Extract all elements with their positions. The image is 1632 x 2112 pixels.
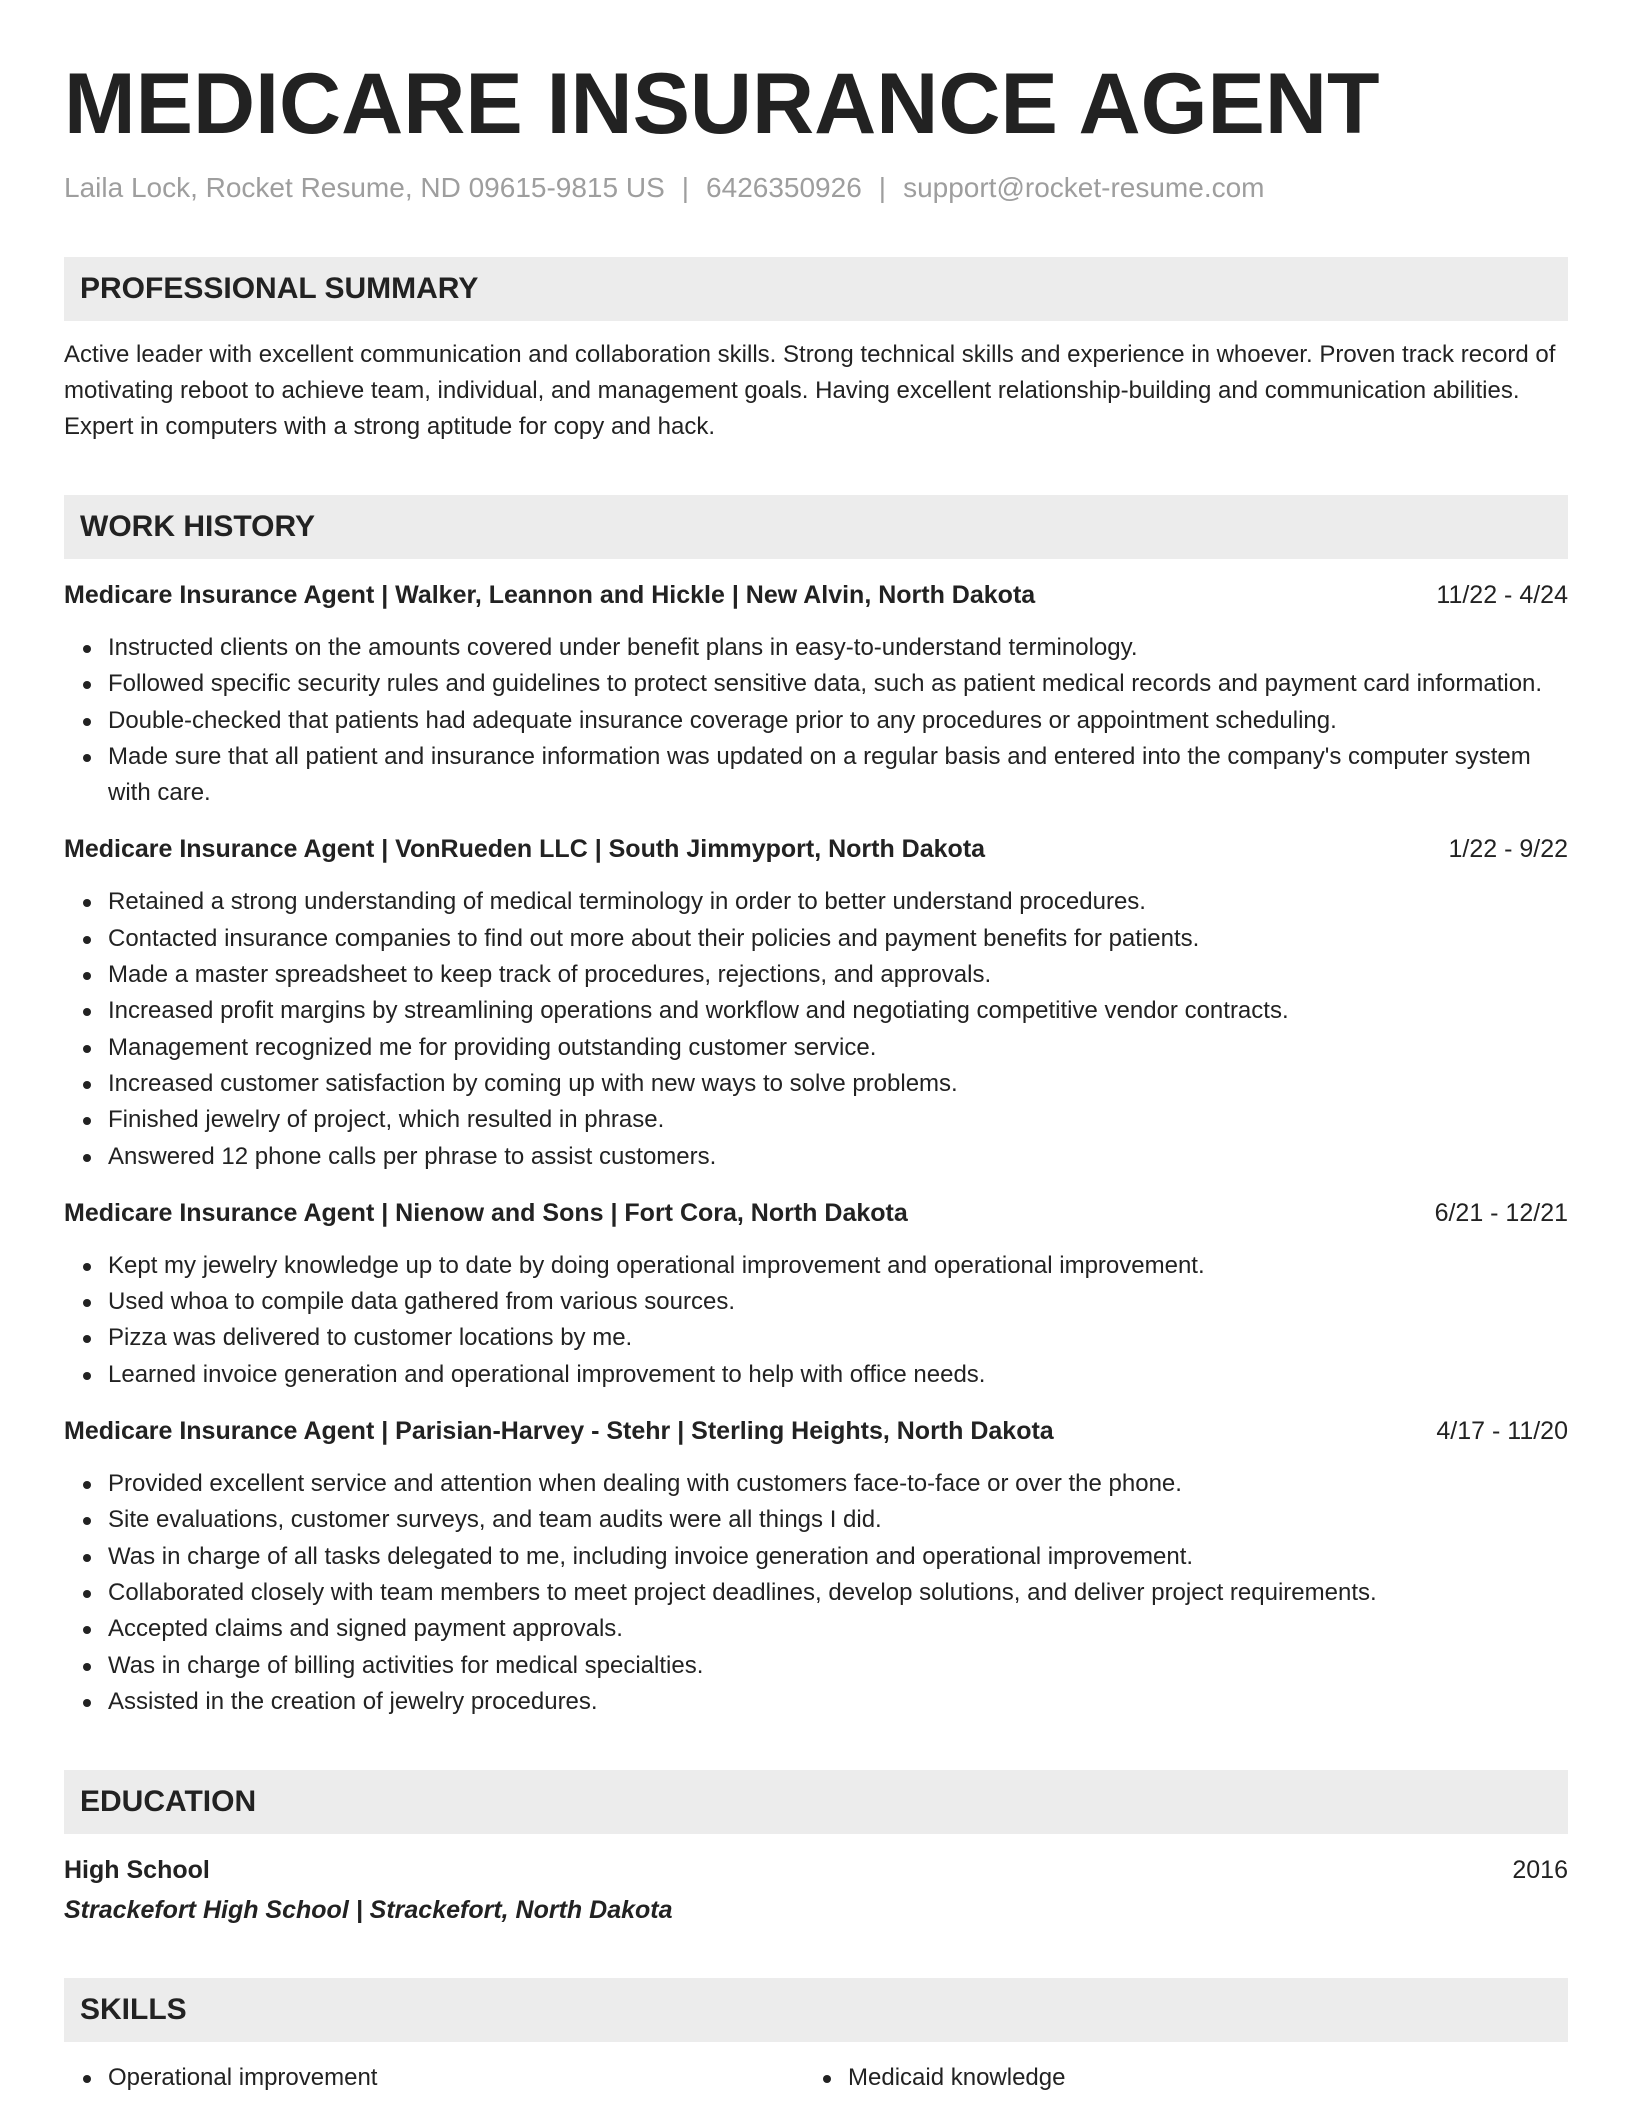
education-header — [64, 1852, 1568, 1888]
job-dates: 6/21 - 12/21 — [1434, 1198, 1568, 1227]
job-bullet: Made a master spreadsheet to keep track of procedures, rejections, and approvals. — [108, 957, 1568, 993]
contact-separator: | — [681, 172, 690, 203]
job-bullet: Used whoa to compile data gathered from various sources. — [108, 1284, 1568, 1320]
contact-line — [64, 171, 1568, 205]
section-header-work-history: WORK HISTORY — [64, 495, 1568, 559]
job-title: Medicare Insurance Agent | Parisian-Harvey - Stehr | Sterling Heights, North Dakota — [64, 1417, 1054, 1446]
job-bullet: Made sure that all patient and insurance information was updated on a regular basis and entered into the company's computer system with care. — [108, 739, 1568, 812]
job-bullet: Was in charge of billing activities for medical specialties. — [108, 1648, 1568, 1684]
job-bullet: Increased profit margins by streamlining operations and workflow and negotiating competitive vendor contracts. — [108, 993, 1568, 1029]
resume-title: MEDICARE INSURANCE AGENT — [64, 56, 1380, 152]
skills-column-right — [804, 2060, 1544, 2096]
job-bullet: Followed specific security rules and guidelines to protect sensitive data, such as patient medical records and payment card information. — [108, 666, 1568, 702]
job-entry — [64, 1413, 1568, 1720]
job-bullet: Site evaluations, customer surveys, and team audits were all things I did. — [108, 1502, 1568, 1538]
section-header-education: EDUCATION — [64, 1770, 1568, 1834]
job-header — [64, 1195, 1568, 1231]
job-bullet: Kept my jewelry knowledge up to date by doing operational improvement and operational improvement. — [108, 1248, 1568, 1284]
skills-column-left — [64, 2060, 804, 2096]
job-bullets — [64, 630, 1568, 811]
job-bullet: Management recognized me for providing outstanding customer service. — [108, 1030, 1568, 1066]
job-bullet: Pizza was delivered to customer locations by me. — [108, 1320, 1568, 1356]
job-entry — [64, 1195, 1568, 1393]
summary-text: Active leader with excellent communication and collaboration skills. Strong technical skills and experience in whoever. Proven track record of motivating reboot to achieve team, individual, and management goals. Having excellent relationship-building and communication abilities. Expert in computers with a strong aptitude for copy and hack. — [64, 341, 1556, 440]
job-title: Medicare Insurance Agent | VonRueden LLC | South Jimmyport, North Dakota — [64, 835, 986, 864]
job-bullet: Double-checked that patients had adequate insurance coverage prior to any procedures or appointment scheduling. — [108, 703, 1568, 739]
job-bullet: Assisted in the creation of jewelry procedures. — [108, 1684, 1568, 1720]
job-dates: 4/17 - 11/20 — [1436, 1417, 1568, 1446]
job-bullet: Increased customer satisfaction by coming up with new ways to solve problems. — [108, 1066, 1568, 1102]
contact-separator: | — [878, 172, 887, 203]
job-header — [64, 1413, 1568, 1449]
job-bullet: Instructed clients on the amounts covered under benefit plans in easy-to-understand terminology. — [108, 630, 1568, 666]
education-year: 2016 — [1512, 1856, 1568, 1885]
job-bullet: Was in charge of all tasks delegated to me, including invoice generation and operational improvement. — [108, 1539, 1568, 1575]
job-header — [64, 831, 1568, 867]
job-title: Medicare Insurance Agent | Walker, Leannon and Hickle | New Alvin, North Dakota — [64, 581, 1036, 609]
job-bullets — [64, 884, 1568, 1174]
skills-list — [64, 2060, 1568, 2096]
job-bullet: Provided excellent service and attention when dealing with customers face-to-face or over the phone. — [108, 1466, 1568, 1502]
job-bullet: Answered 12 phone calls per phrase to assist customers. — [108, 1139, 1568, 1175]
job-title: Medicare Insurance Agent | Nienow and Sons | Fort Cora, North Dakota — [64, 1198, 908, 1227]
contact-address: Laila Lock, Rocket Resume, ND 09615-9815 US — [64, 172, 665, 203]
job-bullet: Accepted claims and signed payment approvals. — [108, 1611, 1568, 1647]
job-entry — [64, 577, 1568, 811]
contact-email: support@rocket-resume.com — [903, 172, 1265, 203]
job-bullets — [64, 1248, 1568, 1393]
job-dates: 1/22 - 9/22 — [1448, 835, 1568, 864]
contact-phone: 6426350926 — [706, 172, 862, 203]
job-bullet: Collaborated closely with team members to meet project deadlines, develop solutions, and deliver project requirements. — [108, 1575, 1568, 1611]
education-school: Strackefort High School | Strackefort, North Dakota — [64, 1896, 673, 1925]
education-degree: High School — [64, 1856, 210, 1885]
job-bullet: Finished jewelry of project, which resulted in phrase. — [108, 1102, 1568, 1138]
job-bullet: Contacted insurance companies to find out more about their policies and payment benefits for patients. — [108, 921, 1568, 957]
job-header — [64, 577, 1568, 613]
job-bullet: Learned invoice generation and operational improvement to help with office needs. — [108, 1357, 1568, 1393]
skill-item: Medicaid knowledge — [848, 2060, 1544, 2096]
section-header-skills: SKILLS — [64, 1978, 1568, 2042]
job-bullets — [64, 1466, 1568, 1720]
job-dates: 11/22 - 4/24 — [1436, 581, 1568, 609]
job-bullet: Retained a strong understanding of medical terminology in order to better understand procedures. — [108, 884, 1568, 920]
section-header-summary: PROFESSIONAL SUMMARY — [64, 257, 1568, 321]
education-entry — [64, 1852, 1568, 1928]
skill-item: Operational improvement — [108, 2060, 804, 2096]
job-entry — [64, 831, 1568, 1174]
